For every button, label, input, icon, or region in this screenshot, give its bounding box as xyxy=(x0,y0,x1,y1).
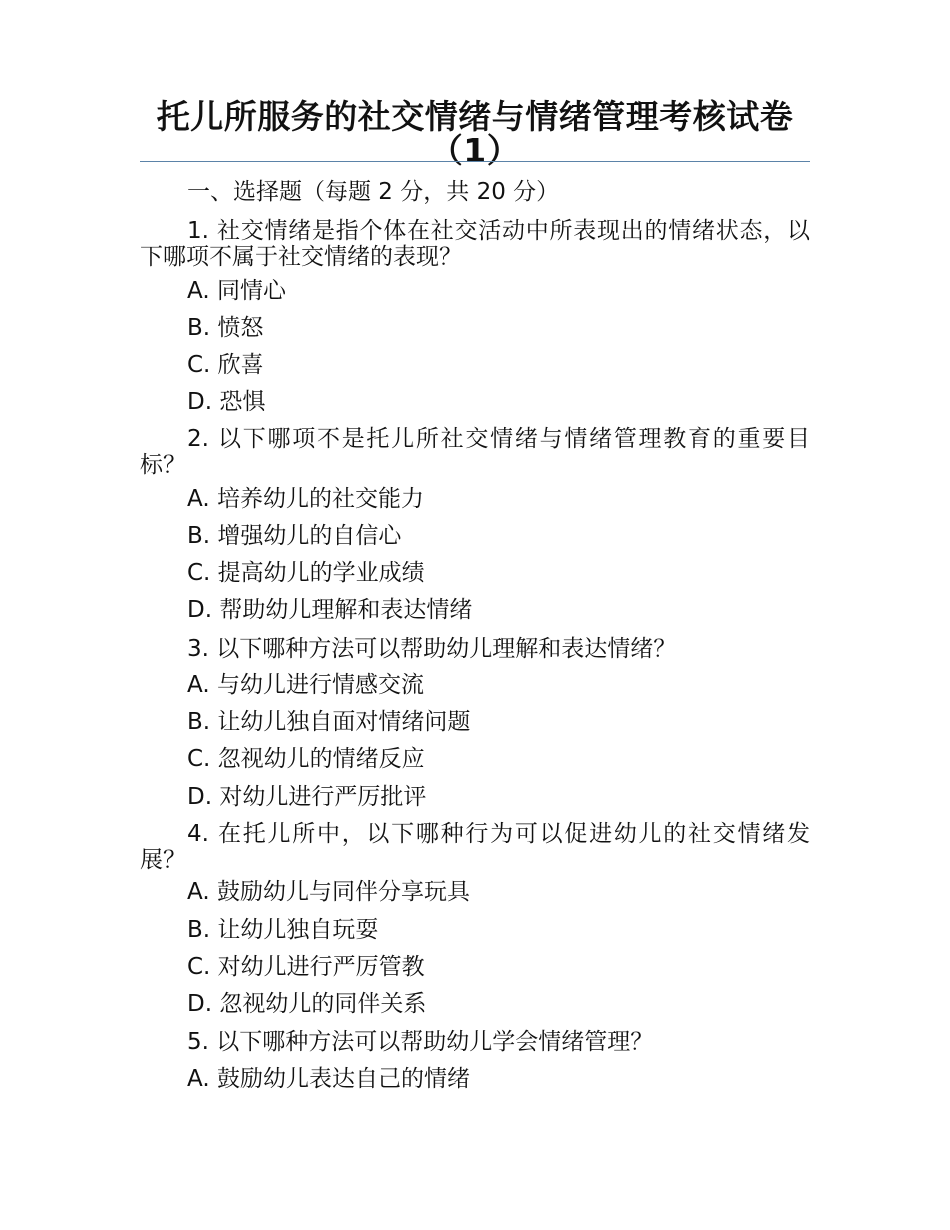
question-1-stem: 1. 社交情绪是指个体在社交活动中所表现出的情绪状态，以下哪项不属于社交情绪的表现？ xyxy=(140,218,810,270)
question-4-option-d: D. 忽视幼儿的同伴关系 xyxy=(187,991,427,1017)
question-5-option-a: A. 鼓励幼儿表达自己的情绪 xyxy=(187,1066,470,1092)
question-3-stem: 3. 以下哪种方法可以帮助幼儿理解和表达情绪？ xyxy=(187,636,677,662)
question-2-option-a: A. 培养幼儿的社交能力 xyxy=(187,486,424,512)
question-4-option-b: B. 让幼儿独自玩耍 xyxy=(187,917,379,943)
question-3-option-c: C. 忽视幼儿的情绪反应 xyxy=(187,746,425,772)
question-2-option-d: D. 帮助幼儿理解和表达情绪 xyxy=(187,597,473,623)
question-2-option-b: B. 增强幼儿的自信心 xyxy=(187,523,402,549)
question-1-option-b: B. 愤怒 xyxy=(187,315,264,341)
title-underline xyxy=(140,161,810,162)
question-1-option-a: A. 同情心 xyxy=(187,278,286,304)
question-2-stem: 2. 以下哪项不是托儿所社交情绪与情绪管理教育的重要目标？ xyxy=(140,426,810,478)
question-4-option-a: A. 鼓励幼儿与同伴分享玩具 xyxy=(187,879,470,905)
question-4-option-c: C. 对幼儿进行严厉管教 xyxy=(187,954,425,980)
question-4-stem: 4. 在托儿所中，以下哪种行为可以促进幼儿的社交情绪发展？ xyxy=(140,821,810,873)
question-5-stem: 5. 以下哪种方法可以帮助幼儿学会情绪管理？ xyxy=(187,1029,654,1055)
question-3-option-b: B. 让幼儿独自面对情绪问题 xyxy=(187,709,471,735)
question-2-option-c: C. 提高幼儿的学业成绩 xyxy=(187,560,425,586)
question-1-option-d: D. 恐惧 xyxy=(187,389,266,415)
question-3-option-d: D. 对幼儿进行严厉批评 xyxy=(187,784,427,810)
document-title: 托儿所服务的社交情绪与情绪管理考核试卷（1） xyxy=(156,97,794,170)
question-3-option-a: A. 与幼儿进行情感交流 xyxy=(187,672,424,698)
question-1-option-c: C. 欣喜 xyxy=(187,352,264,378)
section-heading: 一、选择题（每题 2 分，共 20 分） xyxy=(187,179,560,205)
